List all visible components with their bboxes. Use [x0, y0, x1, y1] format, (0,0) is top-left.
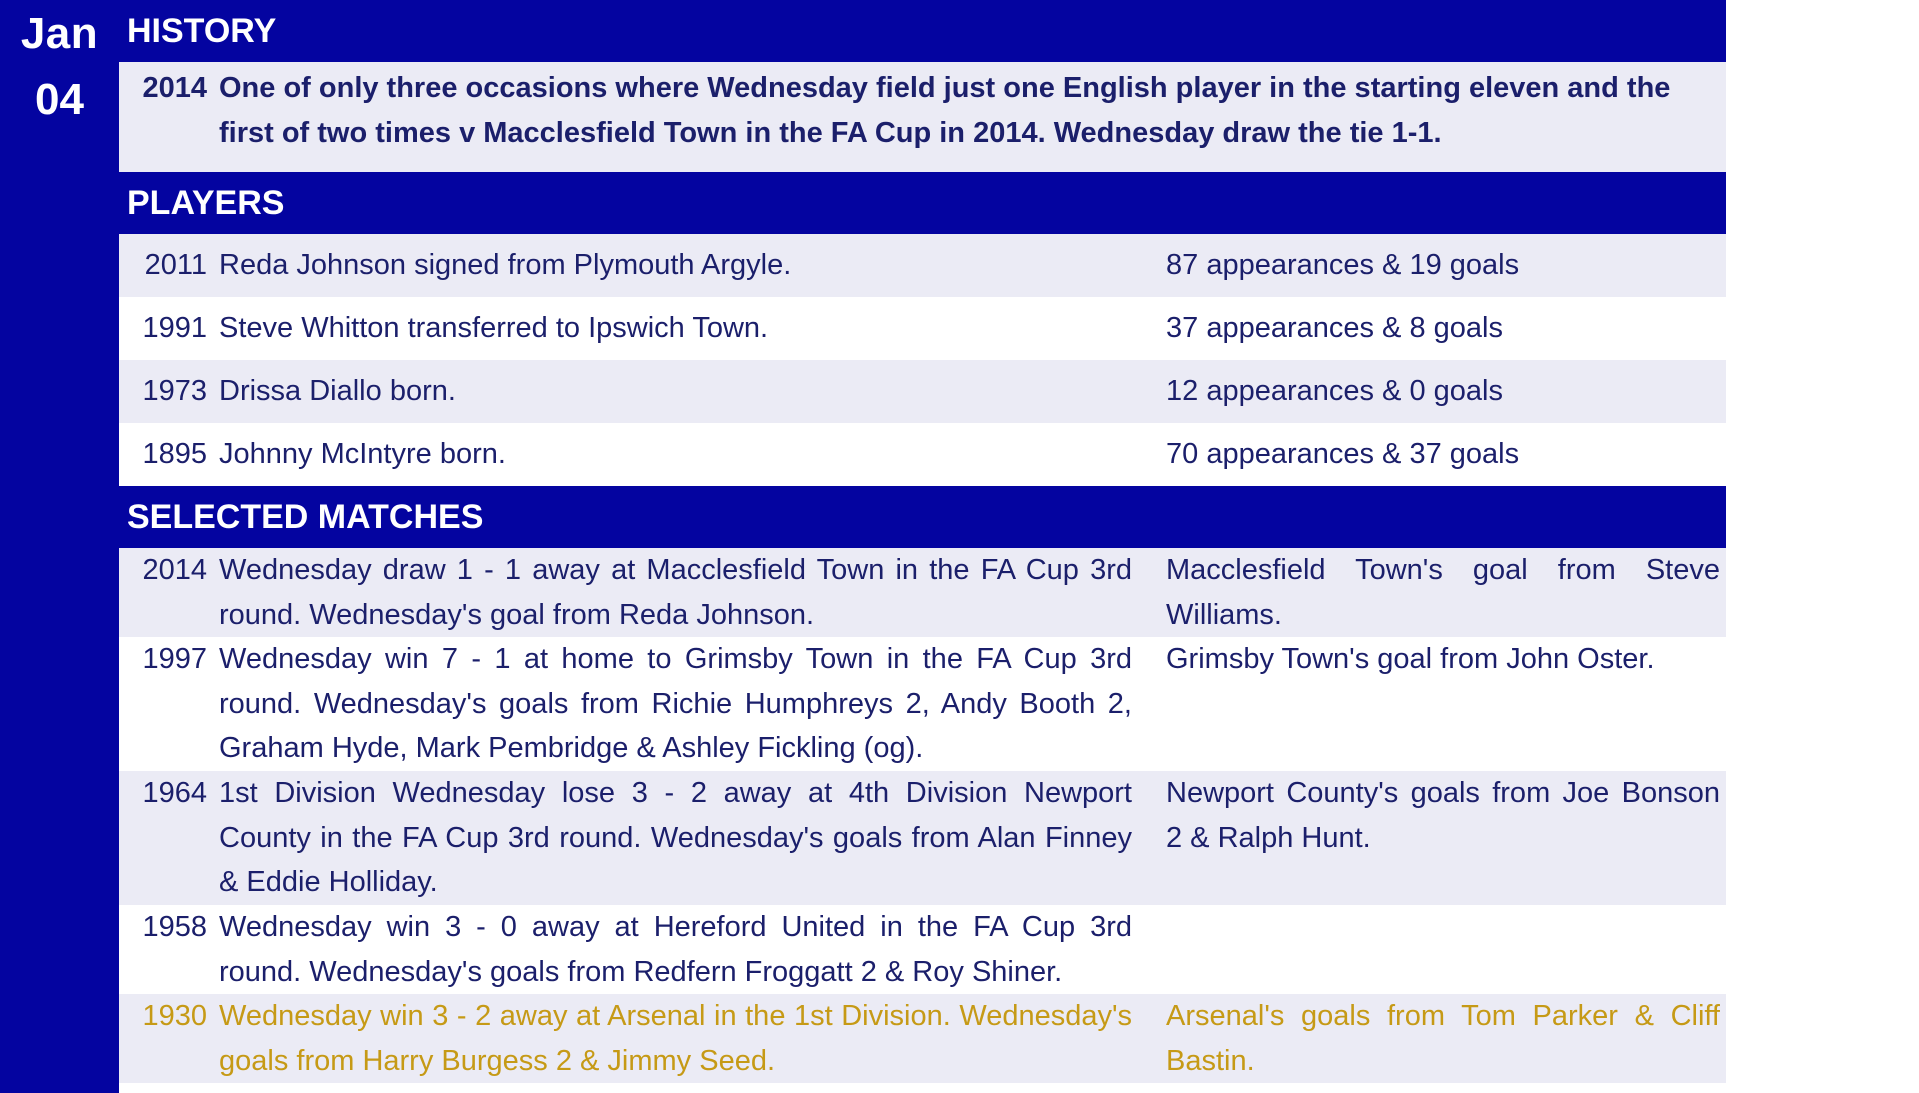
- match-year: 1930: [142, 1000, 207, 1032]
- match-text: Wednesday win 3 - 2 away at Arsenal in the 1st Division. Wednesday's goals from Harry Burgess 2 & Jimmy Seed.: [219, 1000, 1132, 1077]
- player-year: 1991: [142, 312, 207, 345]
- player-text: Steve Whitton transferred to Ipswich Town.: [219, 312, 769, 345]
- player-year: 1973: [142, 375, 207, 408]
- player-year: 1895: [142, 438, 207, 471]
- date-day: 04: [35, 75, 84, 124]
- player-stats: 70 appearances & 37 goals: [1166, 438, 1520, 471]
- match-row: [119, 548, 1726, 637]
- player-text: Drissa Diallo born.: [219, 375, 456, 408]
- history-entry: [119, 62, 1726, 172]
- match-text: 1st Division Wednesday lose 3 - 2 away at 4th Division Newport County in the FA Cup 3rd round. Wednesday's goals from Alan Finney & Eddie Holliday.: [219, 777, 1132, 898]
- history-header: HISTORY: [119, 0, 1726, 62]
- player-stats: 87 appearances & 19 goals: [1166, 249, 1520, 282]
- match-opponent-note: Newport County's goals from Joe Bonson 2 & Ralph Hunt.: [1166, 777, 1720, 854]
- player-year: 2011: [144, 249, 207, 282]
- history-year: 2014: [142, 72, 207, 104]
- player-text: Johnny McIntyre born.: [219, 438, 506, 471]
- match-year: 1958: [142, 911, 207, 943]
- match-text: Wednesday draw 1 - 1 away at Macclesfield Town in the FA Cup 3rd round. Wednesday's goal from Reda Johnson.: [219, 554, 1132, 631]
- player-row: [119, 297, 1726, 360]
- match-text: Wednesday win 7 - 1 at home to Grimsby Town in the FA Cup 3rd round. Wednesday's goals from Richie Humphreys 2, Andy Booth 2, Graham Hyde, Mark Pembridge & Ashley Fickling (og).: [219, 643, 1132, 764]
- player-row: [119, 234, 1726, 297]
- date-month: Jan: [20, 9, 99, 58]
- player-row: [119, 360, 1726, 423]
- player-stats: 37 appearances & 8 goals: [1166, 312, 1503, 345]
- match-opponent-note: Grimsby Town's goal from John Oster.: [1166, 643, 1655, 675]
- match-text: Wednesday win 3 - 0 away at Hereford United in the FA Cup 3rd round. Wednesday's goals from Redfern Froggatt 2 & Roy Shiner.: [219, 911, 1132, 988]
- match-opponent-note: Arsenal's goals from Tom Parker & Cliff Bastin.: [1166, 1000, 1720, 1077]
- match-row: [119, 637, 1726, 771]
- match-year: 1997: [142, 643, 207, 675]
- history-text: One of only three occasions where Wednesday field just one English player in the starting eleven and the first of two times v Macclesfield Town in the FA Cup in 2014. Wednesday draw the tie 1-1.: [219, 72, 1671, 149]
- match-opponent-note: [1144, 905, 1726, 994]
- match-opponent-note: Macclesfield Town's goal from Steve Williams.: [1166, 554, 1720, 631]
- match-row-highlighted: [119, 994, 1726, 1083]
- player-text: Reda Johnson signed from Plymouth Argyle.: [219, 249, 792, 282]
- match-year: 1964: [142, 777, 207, 809]
- match-row: [119, 771, 1726, 905]
- content-panel: [119, 0, 1726, 1083]
- match-year: 2014: [142, 554, 207, 586]
- player-stats: 12 appearances & 0 goals: [1166, 375, 1503, 408]
- match-row: [119, 905, 1726, 994]
- players-header: PLAYERS: [119, 172, 1726, 234]
- matches-header: SELECTED MATCHES: [119, 486, 1726, 548]
- date-column: [0, 0, 119, 1093]
- player-row: [119, 423, 1726, 486]
